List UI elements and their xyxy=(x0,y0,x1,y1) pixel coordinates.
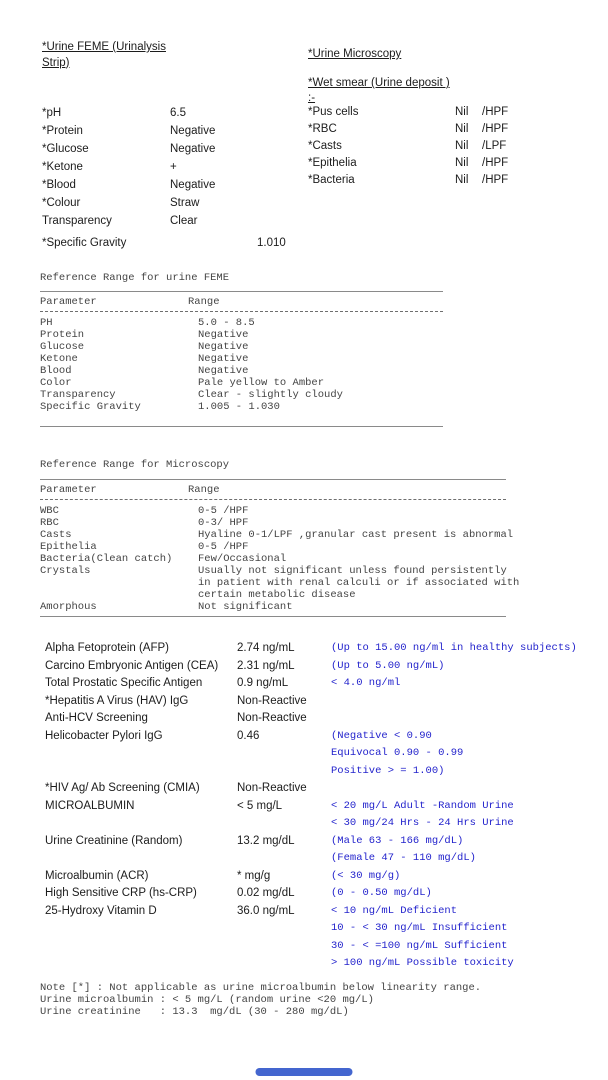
microscopy-row xyxy=(308,172,508,189)
ref-param: Crystals xyxy=(40,565,91,577)
column-header-range: Range xyxy=(188,484,220,496)
ref-range: Usually not significant unless found persistently xyxy=(198,565,507,577)
result-value: 0.46 xyxy=(237,729,260,742)
result-reference: > 100 ng/mL Possible toxicity xyxy=(331,957,514,969)
result-label: *HIV Ag/ Ab Screening (CMIA) xyxy=(45,782,200,794)
feme-reference-table xyxy=(40,272,443,427)
result-reference: (Negative < 0.90 xyxy=(331,729,432,742)
ref-param: PH xyxy=(40,317,53,329)
result-reference: (Male 63 - 166 mg/dL) xyxy=(331,834,464,847)
ref-table-line xyxy=(40,389,443,401)
footnote-line: Urine microalbumin : < 5 mg/L (random urine <20 mg/L) xyxy=(40,994,374,1006)
result-line xyxy=(45,675,595,693)
result-row xyxy=(45,640,595,658)
result-value: Non-Reactive xyxy=(237,782,307,794)
feme-value: Negative xyxy=(170,125,216,137)
result-row xyxy=(45,693,595,711)
feme-row xyxy=(42,194,215,212)
result-value: 36.0 ng/mL xyxy=(237,904,295,917)
result-row xyxy=(45,658,595,676)
ref-range: Few/Occasional xyxy=(198,553,287,565)
result-line xyxy=(45,850,595,868)
ref-param: Glucose xyxy=(40,341,85,353)
feme-param: *Blood xyxy=(42,179,76,191)
feme-row xyxy=(42,212,215,230)
result-reference: 10 - < 30 ng/mL Insufficient xyxy=(331,922,508,934)
ref-table-line xyxy=(40,529,514,541)
wet-smear-title: *Wet smear (Urine deposit ) xyxy=(308,77,450,89)
microscopy-param: *Bacteria xyxy=(308,174,355,186)
column-header-range: Range xyxy=(188,296,220,308)
microscopy-value: Nil xyxy=(455,123,469,135)
result-row xyxy=(45,675,595,693)
ref-range: in patient with renal calculi or if associated with xyxy=(198,577,520,589)
ref-range: Negative xyxy=(198,353,249,365)
urine-microscopy-heading: *Urine Microscopy xyxy=(308,48,402,60)
feme-reference-header xyxy=(40,296,443,308)
ref-param: Specific Gravity xyxy=(40,401,141,413)
ref-table-line xyxy=(40,505,506,517)
microscopy-row xyxy=(308,138,508,155)
result-row xyxy=(45,710,595,728)
column-header-parameter: Parameter xyxy=(40,296,97,308)
lab-results-list xyxy=(45,640,595,973)
ref-table-line xyxy=(40,517,506,529)
result-label: 25-Hydroxy Vitamin D xyxy=(45,904,157,917)
result-reference: (< 30 mg/g) xyxy=(331,869,401,882)
ref-param: Amorphous xyxy=(40,601,97,613)
result-line xyxy=(45,658,595,676)
feme-value: Clear xyxy=(170,215,198,227)
result-value: 2.31 ng/mL xyxy=(237,659,295,672)
ref-table-line xyxy=(40,565,506,577)
microscopy-param: *Epithelia xyxy=(308,157,357,169)
result-reference: (Female 47 - 110 mg/dL) xyxy=(331,852,476,864)
feme-param: *Ketone xyxy=(42,161,83,173)
ref-param: Color xyxy=(40,377,72,389)
scroll-indicator[interactable] xyxy=(256,1068,353,1076)
feme-value: Negative xyxy=(170,143,216,155)
result-value: 0.9 ng/mL xyxy=(237,677,289,689)
wet-smear-heading xyxy=(308,76,450,106)
result-row xyxy=(45,868,595,886)
ref-table-line xyxy=(40,365,443,377)
microscopy-value: Nil xyxy=(455,174,469,186)
ref-table-line xyxy=(40,353,443,365)
microscopy-unit: /HPF xyxy=(482,174,509,186)
feme-param: *pH xyxy=(42,107,62,119)
result-value: Non-Reactive xyxy=(237,694,307,707)
result-line xyxy=(45,763,595,781)
microscopy-reference-rows xyxy=(40,500,520,616)
specific-gravity-value: 1.010 xyxy=(257,237,286,249)
feme-row xyxy=(42,104,215,122)
result-line xyxy=(45,815,595,833)
result-label: Anti-HCV Screening xyxy=(45,712,148,724)
microscopy-unit: /LPF xyxy=(482,140,507,152)
result-line xyxy=(45,868,595,886)
specific-gravity-row xyxy=(42,234,286,252)
result-value: * mg/g xyxy=(237,869,271,882)
microscopy-reference-table xyxy=(40,459,520,617)
ref-param: Protein xyxy=(40,329,85,341)
feme-value: Straw xyxy=(170,197,200,209)
footnote-line: Note [*] : Not applicable as urine microalbumin below linearity range. xyxy=(40,982,482,994)
result-row xyxy=(45,833,595,868)
feme-row xyxy=(42,158,215,176)
result-label: Total Prostatic Specific Antigen xyxy=(45,677,203,689)
feme-param: *Glucose xyxy=(42,143,89,155)
result-label: MICROALBUMIN xyxy=(45,799,135,812)
result-reference: < 30 mg/24 Hrs - 24 Hrs Urine xyxy=(331,817,514,829)
microscopy-unit: /HPF xyxy=(482,123,509,135)
ref-range: Clear - slightly cloudy xyxy=(198,389,343,401)
result-line xyxy=(45,728,595,746)
feme-value: + xyxy=(170,161,177,173)
microscopy-reference-title: Reference Range for Microscopy xyxy=(40,459,230,471)
feme-row xyxy=(42,140,215,158)
result-row xyxy=(45,780,595,798)
feme-value: 6.5 xyxy=(170,107,186,119)
ref-param: Epithelia xyxy=(40,541,97,553)
microscopy-unit: /HPF xyxy=(482,106,509,118)
result-value: 0.02 mg/dL xyxy=(237,887,295,899)
result-label: Alpha Fetoprotein (AFP) xyxy=(45,642,170,654)
ref-table-line xyxy=(40,329,443,341)
ref-table-line xyxy=(40,589,506,601)
feme-reference-title: Reference Range for urine FEME xyxy=(40,272,230,284)
result-line xyxy=(45,955,595,973)
wet-smear-colon: :- xyxy=(308,92,316,104)
result-reference: < 4.0 ng/ml xyxy=(331,677,401,689)
result-label: Urine Creatinine (Random) xyxy=(45,834,183,847)
footnote-line: Urine creatinine : 13.3 mg/dL (30 - 280 mg/dL) xyxy=(40,1006,349,1018)
ref-param: Blood xyxy=(40,365,72,377)
result-label: Microalbumin (ACR) xyxy=(45,869,149,882)
ref-range: Negative xyxy=(198,329,249,341)
ref-table-line xyxy=(40,553,506,565)
microscopy-value: Nil xyxy=(455,106,469,118)
microscopy-param: *Pus cells xyxy=(308,106,359,118)
feme-row xyxy=(42,176,215,194)
result-line xyxy=(45,710,595,728)
result-value: 2.74 ng/mL xyxy=(237,642,295,654)
result-reference: 30 - < =100 ng/mL Sufficient xyxy=(331,939,508,952)
result-line xyxy=(45,798,595,816)
result-row xyxy=(45,903,595,973)
ref-param: Casts xyxy=(40,529,72,541)
ref-param: WBC xyxy=(40,505,59,517)
microscopy-value: Nil xyxy=(455,140,469,152)
microscopy-row xyxy=(308,155,508,172)
result-reference: Equivocal 0.90 - 0.99 xyxy=(331,747,464,759)
result-line xyxy=(45,920,595,938)
ref-range: Negative xyxy=(198,365,249,377)
result-line xyxy=(45,903,595,921)
microscopy-reference-box xyxy=(40,479,520,617)
ref-range: 0-5 /HPF xyxy=(198,505,249,517)
result-row xyxy=(45,798,595,833)
ref-table-line xyxy=(40,317,443,329)
feme-reference-rows xyxy=(40,312,443,426)
result-row xyxy=(45,728,595,781)
ref-param: RBC xyxy=(40,517,59,529)
result-reference: < 20 mg/L Adult -Random Urine xyxy=(331,799,514,812)
microscopy-unit: /HPF xyxy=(482,157,509,169)
microscopy-param: *RBC xyxy=(308,123,337,135)
ref-range: 0-3/ HPF xyxy=(198,517,249,529)
ref-range: Negative xyxy=(198,341,249,353)
result-line xyxy=(45,885,595,903)
result-row xyxy=(45,885,595,903)
urine-feme-heading: *Urine FEME (Urinalysis Strip) xyxy=(42,41,166,69)
microscopy-reference-header xyxy=(40,484,506,496)
result-reference: Positive > = 1.00) xyxy=(331,764,445,777)
ref-range: 0-5 /HPF xyxy=(198,541,249,553)
result-reference: < 10 ng/mL Deficient xyxy=(331,904,458,917)
microscopy-row xyxy=(308,104,508,121)
ref-range: 5.0 - 8.5 xyxy=(198,317,255,329)
result-line xyxy=(45,938,595,956)
column-header-parameter: Parameter xyxy=(40,484,97,496)
ref-range: Hyaline 0-1/LPF ,granular cast present is abnormal xyxy=(198,529,514,541)
footnote xyxy=(40,982,481,1018)
ref-param: Bacteria(Clean catch) xyxy=(40,553,173,565)
urine-microscopy-results xyxy=(308,104,508,189)
result-line xyxy=(45,745,595,763)
result-line xyxy=(45,833,595,851)
ref-range: Not significant xyxy=(198,601,293,613)
feme-reference-box xyxy=(40,291,443,427)
feme-value: Negative xyxy=(170,179,216,191)
ref-range: certain metabolic disease xyxy=(198,589,356,601)
result-label: *Hepatitis A Virus (HAV) IgG xyxy=(45,694,189,707)
feme-param: *Protein xyxy=(42,125,83,137)
ref-table-line xyxy=(40,341,443,353)
ref-table-line xyxy=(40,541,506,553)
result-line xyxy=(45,640,595,658)
result-reference: (Up to 5.00 ng/mL) xyxy=(331,659,445,672)
feme-param: *Colour xyxy=(42,197,81,209)
microscopy-row xyxy=(308,121,508,138)
urine-feme-results xyxy=(42,104,215,230)
feme-param: Transparency xyxy=(42,215,112,227)
ref-table-line xyxy=(40,401,443,413)
ref-range: 1.005 - 1.030 xyxy=(198,401,280,413)
result-reference: (0 - 0.50 mg/dL) xyxy=(331,887,432,899)
specific-gravity-label: *Specific Gravity xyxy=(42,237,127,249)
ref-range: Pale yellow to Amber xyxy=(198,377,325,389)
ref-table-line xyxy=(40,377,443,389)
feme-row xyxy=(42,122,215,140)
result-line xyxy=(45,693,595,711)
ref-param: Transparency xyxy=(40,389,116,401)
result-label: Helicobacter Pylori IgG xyxy=(45,729,163,742)
result-line xyxy=(45,780,595,798)
result-value: < 5 mg/L xyxy=(237,799,283,812)
microscopy-param: *Casts xyxy=(308,140,342,152)
ref-param: Ketone xyxy=(40,353,78,365)
result-value: 13.2 mg/dL xyxy=(237,834,295,847)
microscopy-value: Nil xyxy=(455,157,469,169)
result-reference: (Up to 15.00 ng/ml in healthy subjects) xyxy=(331,642,577,654)
result-label: Carcino Embryonic Antigen (CEA) xyxy=(45,659,219,672)
result-value: Non-Reactive xyxy=(237,712,307,724)
ref-table-line xyxy=(40,577,520,589)
result-label: High Sensitive CRP (hs-CRP) xyxy=(45,887,197,899)
ref-table-line xyxy=(40,601,506,613)
